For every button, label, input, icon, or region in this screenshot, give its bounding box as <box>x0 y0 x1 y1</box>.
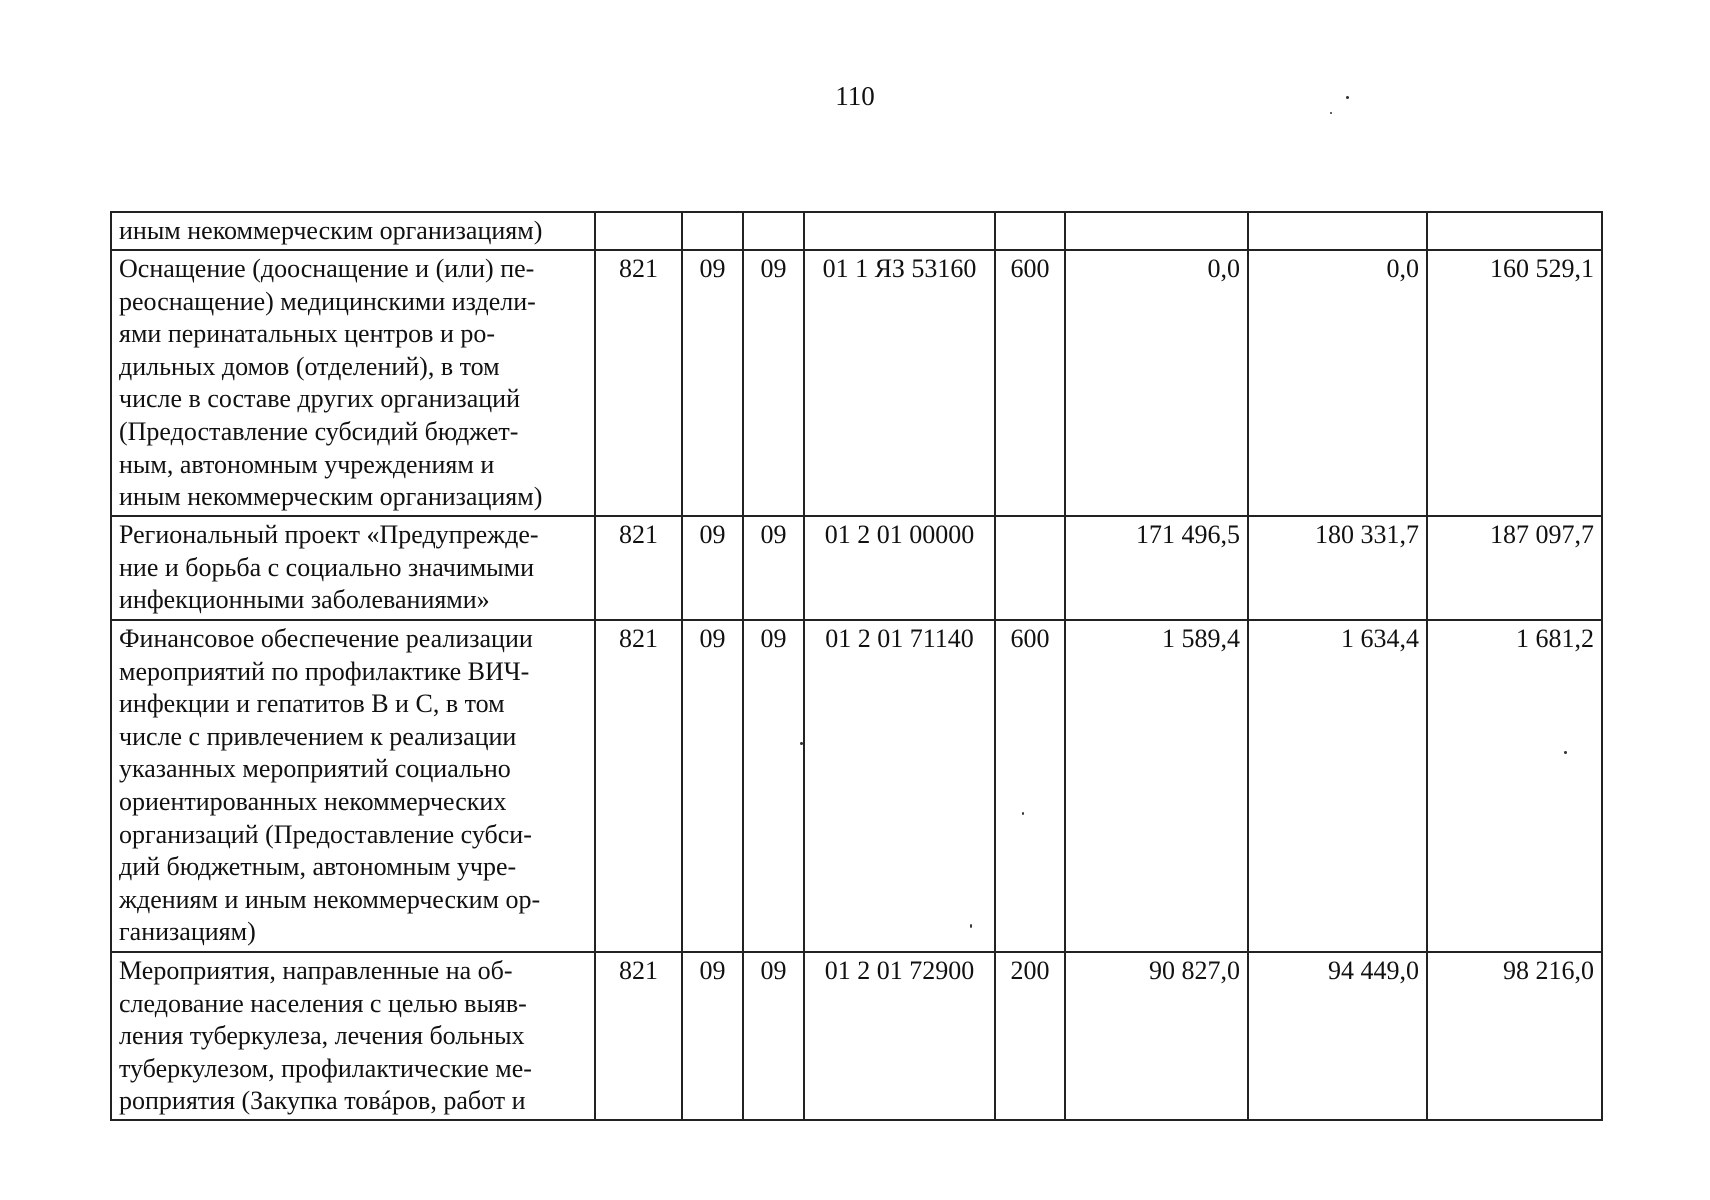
description-line: ным, автономным учреждениям и <box>119 449 495 479</box>
description-line: Мероприятия, направленные на об- <box>119 956 513 985</box>
scan-speck <box>1346 96 1349 99</box>
cell-target-article: 01 2 01 72900 <box>804 952 995 1120</box>
cell-target-article: 01 1 ЯЗ 53160 <box>804 250 995 516</box>
description-line: реоснащение) медицинскими издели- <box>119 286 536 316</box>
cell-description <box>111 516 595 620</box>
cell-target-article: 01 2 01 71140 <box>804 620 995 952</box>
cell-grbs: 821 <box>595 250 682 516</box>
cell-amount-year-3: 187 097,7 <box>1427 516 1602 620</box>
cell-grbs: 821 <box>595 952 682 1120</box>
budget-table-body <box>111 212 1602 1120</box>
cell-grbs: 821 <box>595 516 682 620</box>
cell-subsection: 09 <box>743 516 804 620</box>
cell-section: 09 <box>682 620 743 952</box>
cell-target-article: 01 2 01 00000 <box>804 516 995 620</box>
table-row <box>111 620 1602 952</box>
cell-subsection <box>743 212 804 250</box>
cell-description <box>111 952 595 1120</box>
description-line: роприятия (Закупка товáров, работ и <box>119 1086 526 1116</box>
scan-speck <box>1330 112 1332 114</box>
description-line: туберкулезом, профилактические ме- <box>119 1053 532 1083</box>
description-line: дий бюджетным, автономным учре- <box>119 852 517 882</box>
cell-amount-year-3: 98 216,0 <box>1427 952 1602 1120</box>
page-number: 110 <box>835 81 875 111</box>
description-line: иным некоммерческим организациям) <box>119 216 543 245</box>
description-line: ями перинатальных центров и ро- <box>119 319 496 349</box>
cell-amount-year-2: 94 449,0 <box>1248 952 1427 1120</box>
description-line: ждениям и иным некоммерческим ор- <box>119 884 541 914</box>
description-line: иным некоммерческим организациям) <box>119 482 543 512</box>
cell-expense-type: 600 <box>995 620 1065 952</box>
description-line: Финансовое обеспечение реализации <box>119 624 533 653</box>
cell-amount-year-3: 160 529,1 <box>1427 250 1602 516</box>
table-row <box>111 212 1602 250</box>
cell-section: 09 <box>682 516 743 620</box>
cell-subsection: 09 <box>743 952 804 1120</box>
description-line: инфекции и гепатитов В и С, в том <box>119 689 505 719</box>
cell-grbs: 821 <box>595 620 682 952</box>
cell-amount-year-2: 1 634,4 <box>1248 620 1427 952</box>
budget-table <box>110 211 1603 1121</box>
description-line: (Предоставление субсидий бюджет- <box>119 416 519 446</box>
cell-amount-year-2: 180 331,7 <box>1248 516 1427 620</box>
cell-amount-year-1: 1 589,4 <box>1065 620 1248 952</box>
cell-expense-type: 200 <box>995 952 1065 1120</box>
description-line: организаций (Предоставление субси- <box>119 819 532 849</box>
cell-description <box>111 250 595 516</box>
cell-amount-year-3 <box>1427 212 1602 250</box>
description-line: числе в составе других организаций <box>119 384 520 414</box>
description-line: ганизациям) <box>119 917 256 947</box>
cell-expense-type: 600 <box>995 250 1065 516</box>
description-line: инфекционными заболеваниями» <box>119 585 490 615</box>
cell-amount-year-1: 171 496,5 <box>1065 516 1248 620</box>
cell-amount-year-1: 0,0 <box>1065 250 1248 516</box>
description-line: дильных домов (отделений), в том <box>119 351 500 381</box>
table-row <box>111 516 1602 620</box>
table-row <box>111 952 1602 1120</box>
description-line: ориентированных некоммерческих <box>119 786 507 816</box>
description-line: ние и борьба с социально значимыми <box>119 552 535 582</box>
cell-target-article <box>804 212 995 250</box>
cell-subsection: 09 <box>743 620 804 952</box>
cell-section <box>682 212 743 250</box>
description-line: числе с привлечением к реализации <box>119 721 517 751</box>
cell-amount-year-3: 1 681,2 <box>1427 620 1602 952</box>
cell-amount-year-1: 90 827,0 <box>1065 952 1248 1120</box>
cell-amount-year-1 <box>1065 212 1248 250</box>
cell-amount-year-2: 0,0 <box>1248 250 1427 516</box>
cell-description <box>111 620 595 952</box>
cell-subsection: 09 <box>743 250 804 516</box>
cell-section: 09 <box>682 250 743 516</box>
description-line: Региональный проект «Предупрежде- <box>119 520 539 549</box>
description-line: Оснащение (дооснащение и (или) пе- <box>119 254 535 283</box>
description-line: мероприятий по профилактике ВИЧ- <box>119 656 530 686</box>
cell-description <box>111 212 595 250</box>
cell-amount-year-2 <box>1248 212 1427 250</box>
cell-expense-type <box>995 516 1065 620</box>
table-row <box>111 250 1602 516</box>
description-line: ления туберкулеза, лечения больных <box>119 1021 525 1051</box>
cell-grbs <box>595 212 682 250</box>
cell-section: 09 <box>682 952 743 1120</box>
description-line: указанных мероприятий социально <box>119 754 511 784</box>
description-line: следование населения с целью выяв- <box>119 988 527 1018</box>
cell-expense-type <box>995 212 1065 250</box>
